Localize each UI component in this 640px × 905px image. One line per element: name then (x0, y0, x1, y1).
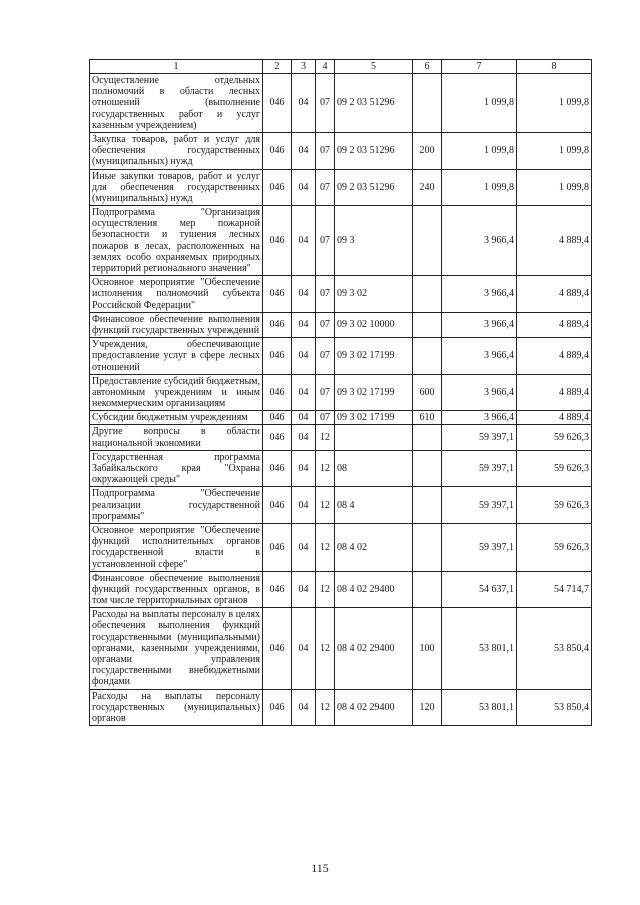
admin-code-cell: 046 (263, 487, 292, 524)
expense-type-cell (413, 487, 442, 524)
amount-year1-cell: 59 397,1 (442, 450, 517, 487)
column-header: 5 (335, 60, 413, 74)
section-code-cell: 04 (292, 312, 316, 337)
page-number: 115 (311, 861, 329, 875)
target-article-cell: 09 3 02 17199 (335, 411, 413, 425)
table-row (90, 523, 592, 571)
amount-year1-cell: 53 801,1 (442, 608, 517, 689)
subsection-code-cell: 07 (316, 338, 335, 375)
amount-year1-cell: 54 637,1 (442, 571, 517, 608)
admin-code-cell: 046 (263, 276, 292, 313)
section-code-cell: 04 (292, 425, 316, 450)
column-header: 8 (517, 60, 592, 74)
admin-code-cell: 046 (263, 425, 292, 450)
amount-year1-cell: 1 099,8 (442, 132, 517, 169)
subsection-code-cell: 07 (316, 206, 335, 276)
expense-name-cell: Другие вопросы в области национальной экономики (90, 425, 263, 450)
expense-name-cell: Основное мероприятие "Обеспечение функций исполнительных органов государственной власти в установленной сфере" (90, 523, 263, 571)
subsection-code-cell: 07 (316, 276, 335, 313)
expense-type-cell (413, 338, 442, 375)
expense-type-cell (413, 206, 442, 276)
table-row (90, 74, 592, 133)
amount-year2-cell: 4 889,4 (517, 312, 592, 337)
column-header: 6 (413, 60, 442, 74)
section-code-cell: 04 (292, 276, 316, 313)
section-code-cell: 04 (292, 411, 316, 425)
admin-code-cell: 046 (263, 132, 292, 169)
table-row (90, 411, 592, 425)
expense-name-cell: Подпрограмма "Обеспечение реализации государственной программы" (90, 487, 263, 524)
table-row (90, 338, 592, 375)
table-row (90, 689, 592, 726)
amount-year2-cell: 53 850,4 (517, 608, 592, 689)
target-article-cell: 09 2 03 51296 (335, 74, 413, 133)
admin-code-cell: 046 (263, 571, 292, 608)
table-row (90, 132, 592, 169)
target-article-cell: 08 (335, 450, 413, 487)
amount-year2-cell: 1 099,8 (517, 132, 592, 169)
expense-name-cell: Субсидии бюджетным учреждениям (90, 411, 263, 425)
admin-code-cell: 046 (263, 338, 292, 375)
section-code-cell: 04 (292, 169, 316, 206)
expense-name-cell: Предоставление субсидий бюджетным, автономным учреждениям и иным некоммерческим организациям (90, 374, 263, 411)
table-row (90, 608, 592, 689)
subsection-code-cell: 07 (316, 374, 335, 411)
table-row (90, 169, 592, 206)
amount-year2-cell: 4 889,4 (517, 411, 592, 425)
expense-name-cell: Иные закупки товаров, работ и услуг для обеспечения государственных (муниципальных) нужд (90, 169, 263, 206)
admin-code-cell: 046 (263, 608, 292, 689)
amount-year2-cell: 53 850,4 (517, 689, 592, 726)
expense-type-cell (413, 425, 442, 450)
expense-type-cell: 610 (413, 411, 442, 425)
expense-name-cell: Осуществление отдельных полномочий в области лесных отношений (выполнение государственных работ и услуг казенным учреждением) (90, 74, 263, 133)
amount-year2-cell: 1 099,8 (517, 169, 592, 206)
expense-type-cell: 240 (413, 169, 442, 206)
amount-year1-cell: 3 966,4 (442, 276, 517, 313)
amount-year2-cell: 59 626,3 (517, 450, 592, 487)
amount-year2-cell: 4 889,4 (517, 338, 592, 375)
table-row (90, 206, 592, 276)
target-article-cell: 08 4 02 29400 (335, 571, 413, 608)
expense-name-cell: Государственная программа Забайкальского края "Охрана окружающей среды" (90, 450, 263, 487)
subsection-code-cell: 07 (316, 74, 335, 133)
amount-year2-cell: 54 714,7 (517, 571, 592, 608)
column-header: 7 (442, 60, 517, 74)
subsection-code-cell: 12 (316, 450, 335, 487)
admin-code-cell: 046 (263, 206, 292, 276)
admin-code-cell: 046 (263, 74, 292, 133)
target-article-cell: 09 3 (335, 206, 413, 276)
column-header: 4 (316, 60, 335, 74)
section-code-cell: 04 (292, 206, 316, 276)
section-code-cell: 04 (292, 608, 316, 689)
table-row (90, 571, 592, 608)
expense-name-cell: Финансовое обеспечение выполнения функций государственных учреждений (90, 312, 263, 337)
target-article-cell: 09 3 02 10000 (335, 312, 413, 337)
subsection-code-cell: 07 (316, 132, 335, 169)
subsection-code-cell: 12 (316, 571, 335, 608)
table-row (90, 374, 592, 411)
amount-year2-cell: 59 626,3 (517, 425, 592, 450)
expense-name-cell: Финансовое обеспечение выполнения функций государственных органов, в том числе территориальных органов (90, 571, 263, 608)
expense-type-cell: 200 (413, 132, 442, 169)
expense-type-cell: 120 (413, 689, 442, 726)
section-code-cell: 04 (292, 571, 316, 608)
amount-year1-cell: 53 801,1 (442, 689, 517, 726)
amount-year2-cell: 1 099,8 (517, 74, 592, 133)
subsection-code-cell: 12 (316, 523, 335, 571)
target-article-cell: 09 2 03 51296 (335, 169, 413, 206)
admin-code-cell: 046 (263, 169, 292, 206)
target-article-cell: 08 4 02 29400 (335, 608, 413, 689)
target-article-cell: 09 2 03 51296 (335, 132, 413, 169)
admin-code-cell: 046 (263, 689, 292, 726)
amount-year1-cell: 3 966,4 (442, 206, 517, 276)
section-code-cell: 04 (292, 338, 316, 375)
admin-code-cell: 046 (263, 411, 292, 425)
subsection-code-cell: 12 (316, 425, 335, 450)
expense-name-cell: Закупка товаров, работ и услуг для обеспечения государственных (муниципальных) нужд (90, 132, 263, 169)
amount-year1-cell: 3 966,4 (442, 338, 517, 375)
expense-name-cell: Расходы на выплаты персоналу в целях обеспечения выполнения функций государственными (муниципальными) органами, казенными учреждениями, органами управления государственными внебюджетными фондами (90, 608, 263, 689)
expense-type-cell: 100 (413, 608, 442, 689)
column-header: 2 (263, 60, 292, 74)
amount-year2-cell: 59 626,3 (517, 523, 592, 571)
expense-name-cell: Учреждения, обеспечивающие предоставление услуг в сфере лесных отношений (90, 338, 263, 375)
subsection-code-cell: 07 (316, 411, 335, 425)
budget-table (89, 59, 592, 726)
expense-type-cell (413, 523, 442, 571)
amount-year2-cell: 4 889,4 (517, 276, 592, 313)
column-header: 3 (292, 60, 316, 74)
section-code-cell: 04 (292, 450, 316, 487)
amount-year1-cell: 3 966,4 (442, 312, 517, 337)
target-article-cell (335, 425, 413, 450)
table-row (90, 425, 592, 450)
expense-type-cell: 600 (413, 374, 442, 411)
header-row (90, 60, 592, 74)
target-article-cell: 08 4 02 (335, 523, 413, 571)
subsection-code-cell: 07 (316, 169, 335, 206)
target-article-cell: 08 4 02 29400 (335, 689, 413, 726)
table-row (90, 276, 592, 313)
amount-year2-cell: 4 889,4 (517, 374, 592, 411)
section-code-cell: 04 (292, 132, 316, 169)
subsection-code-cell: 07 (316, 312, 335, 337)
expense-name-cell: Подпрограмма "Организация осуществления мер пожарной безопасности и тушения лесных пожаров в лесах, расположенных на землях особо охраняемых природных территорий регионального значения" (90, 206, 263, 276)
table-row (90, 487, 592, 524)
target-article-cell: 09 3 02 17199 (335, 374, 413, 411)
expense-type-cell (413, 276, 442, 313)
admin-code-cell: 046 (263, 312, 292, 337)
amount-year1-cell: 59 397,1 (442, 523, 517, 571)
amount-year2-cell: 59 626,3 (517, 487, 592, 524)
amount-year1-cell: 3 966,4 (442, 374, 517, 411)
section-code-cell: 04 (292, 487, 316, 524)
expense-type-cell (413, 571, 442, 608)
amount-year1-cell: 59 397,1 (442, 487, 517, 524)
target-article-cell: 09 3 02 (335, 276, 413, 313)
amount-year1-cell: 1 099,8 (442, 74, 517, 133)
amount-year1-cell: 59 397,1 (442, 425, 517, 450)
admin-code-cell: 046 (263, 450, 292, 487)
amount-year1-cell: 1 099,8 (442, 169, 517, 206)
section-code-cell: 04 (292, 689, 316, 726)
section-code-cell: 04 (292, 523, 316, 571)
target-article-cell: 09 3 02 17199 (335, 338, 413, 375)
admin-code-cell: 046 (263, 523, 292, 571)
subsection-code-cell: 12 (316, 689, 335, 726)
expense-name-cell: Основное мероприятие "Обеспечение исполнения полномочий субъекта Российской Федерации" (90, 276, 263, 313)
expense-name-cell: Расходы на выплаты персоналу государственных (муниципальных) органов (90, 689, 263, 726)
amount-year2-cell: 4 889,4 (517, 206, 592, 276)
section-code-cell: 04 (292, 74, 316, 133)
table-row (90, 312, 592, 337)
admin-code-cell: 046 (263, 374, 292, 411)
column-header: 1 (90, 60, 263, 74)
amount-year1-cell: 3 966,4 (442, 411, 517, 425)
section-code-cell: 04 (292, 374, 316, 411)
subsection-code-cell: 12 (316, 608, 335, 689)
target-article-cell: 08 4 (335, 487, 413, 524)
expense-type-cell (413, 74, 442, 133)
expense-type-cell (413, 312, 442, 337)
expense-type-cell (413, 450, 442, 487)
subsection-code-cell: 12 (316, 487, 335, 524)
table-row (90, 450, 592, 487)
